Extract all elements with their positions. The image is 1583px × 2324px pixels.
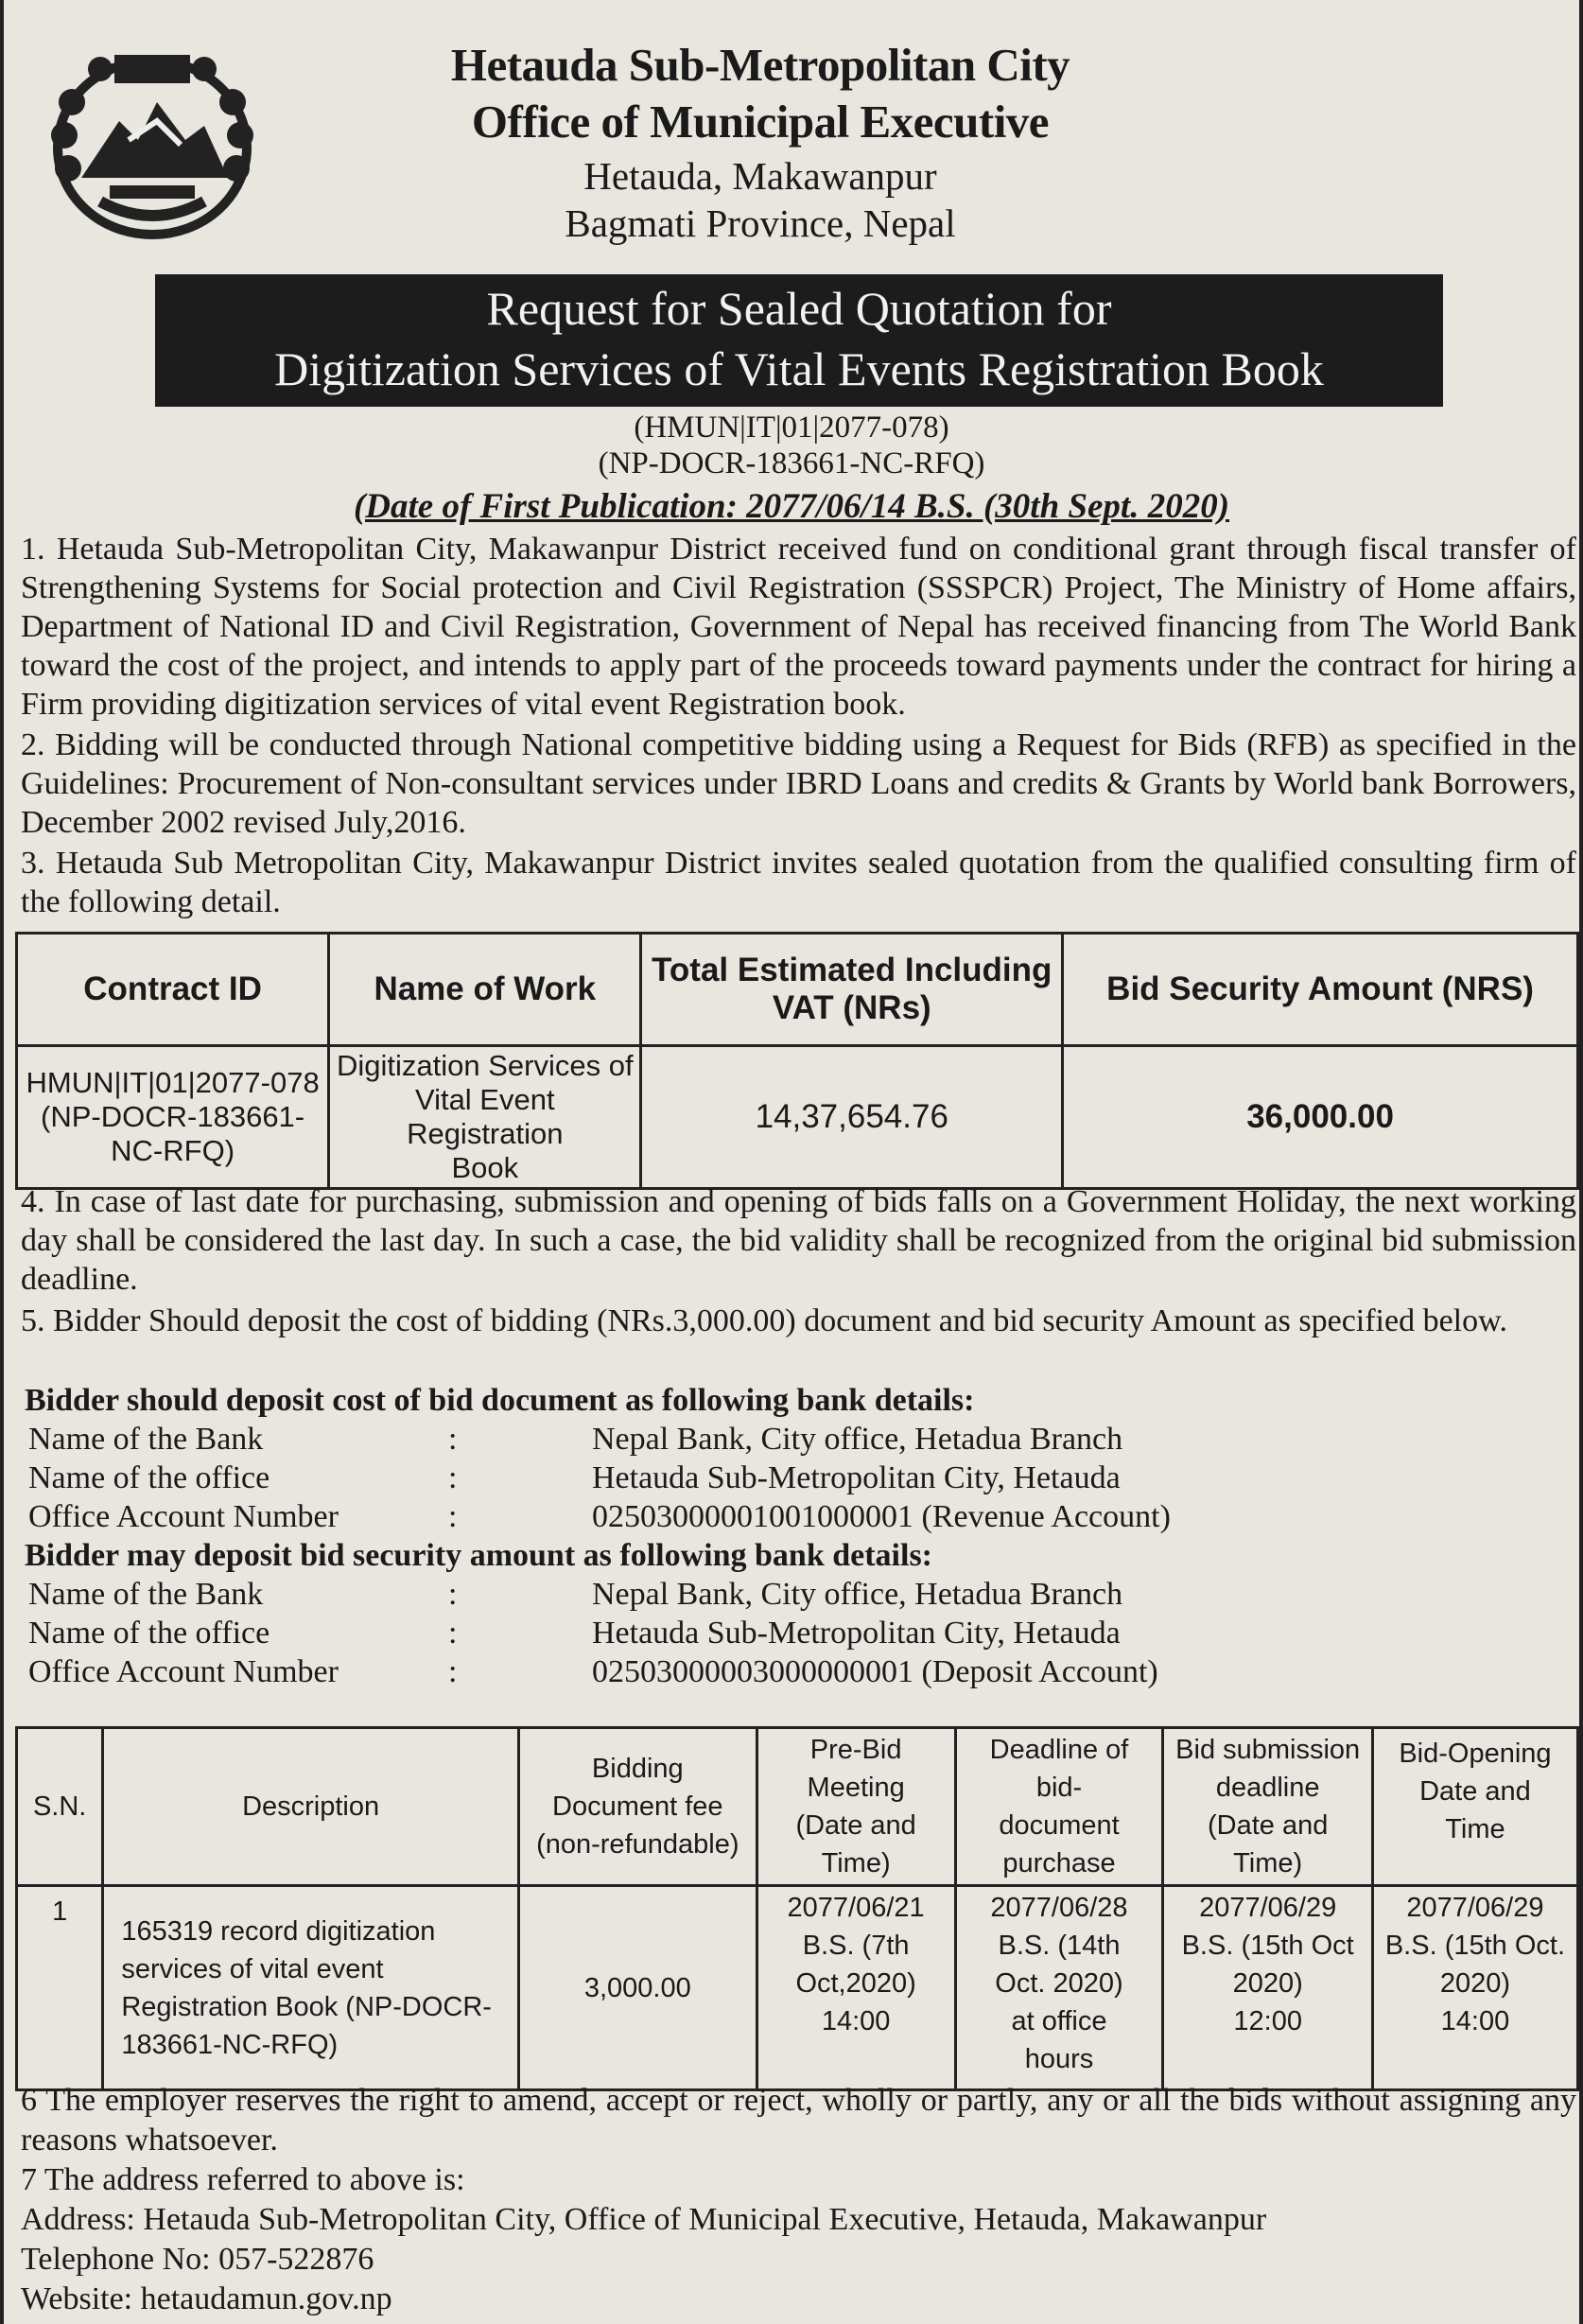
- header-line: Bidding: [591, 1754, 684, 1784]
- header-line: (non-refundable): [536, 1829, 739, 1860]
- banner-line-1: Request for Sealed Quotation for: [486, 282, 1112, 335]
- header-line: bid-: [1035, 1773, 1083, 1803]
- header-line: Date and: [1419, 1776, 1531, 1807]
- bank-value: 02503000001001000001 (Revenue Account): [592, 1499, 1171, 1534]
- banner-line-2: Digitization Services of Vital Events Registration Book: [274, 342, 1324, 395]
- nepal-emblem-icon: [43, 36, 261, 244]
- cell-line: 14:00: [821, 2006, 891, 2036]
- cell-line: Oct,2020): [795, 1968, 916, 1999]
- bank-label: Name of the Bank: [28, 1577, 264, 1612]
- contract-id: HMUN|IT|01|2077-078: [26, 1066, 320, 1099]
- header-line: Document fee: [552, 1791, 723, 1822]
- org-name: Hetauda Sub-Metropolitan City: [450, 39, 1070, 91]
- bank-label: Office Account Number: [28, 1654, 339, 1689]
- opening-cell: [1372, 1886, 1577, 2090]
- header-line: Meeting: [807, 1773, 905, 1803]
- cell-line: Oct. 2020): [995, 1968, 1123, 1999]
- colon: :: [448, 1460, 458, 1495]
- table-row: [17, 1046, 1578, 1189]
- header-line: Pre-Bid: [809, 1735, 902, 1765]
- colon: :: [448, 1499, 458, 1534]
- cell-line: 2077/06/28: [990, 1893, 1128, 1923]
- cell-line: 2077/06/29: [1406, 1893, 1544, 1923]
- bank-label: Office Account Number: [28, 1499, 339, 1534]
- cell-line: 165319 record digitization: [121, 1915, 436, 1947]
- header-line: deadline: [1215, 1773, 1320, 1803]
- paragraph-3: 3. Hetauda Sub Metropolitan City, Makawanpur District invites sealed quotation from the qualified consulting firm of the following detail.: [21, 846, 1576, 919]
- bank-row: [25, 1497, 1575, 1536]
- cell-line: Registration Book (NP-DOCR-: [121, 1991, 492, 2022]
- bank-row: [25, 1652, 1575, 1691]
- reference-number: (HMUN|IT|01|2077-078): [634, 411, 949, 445]
- paragraph-2: 2. Bidding will be conducted through National competitive bidding using a Request for Bids (RFB) as specified in the Guidelines: Procurement of Non-consultant services under IBRD Loans and credits & Grants by World bank Borrowers, December 2002 revised July,2016.: [21, 727, 1576, 840]
- sn-cell: 1: [17, 1886, 103, 2090]
- office-name: Office of Municipal Executive: [471, 96, 1050, 148]
- colon: :: [448, 1577, 458, 1612]
- paragraph-7: 7 The address referred to above is:: [21, 2162, 465, 2197]
- header-line: Time: [1445, 1814, 1505, 1844]
- bank-label: Name of the office: [28, 1460, 270, 1495]
- contact-website[interactable]: Website: hetaudamun.gov.np: [21, 2281, 392, 2316]
- doc-deadline-header: [955, 1728, 1163, 1886]
- opening-header: [1372, 1728, 1577, 1886]
- header-line: Bid submission: [1175, 1735, 1361, 1765]
- publication-date: (Date of First Publication: 2077/06/14 B.S. (30th Sept. 2020): [353, 487, 1230, 526]
- contract-rfq: (NP-DOCR-183661-NC-RFQ): [41, 1100, 305, 1167]
- cell-line: hours: [1024, 2044, 1094, 2074]
- cell-line: 2020): [1232, 1968, 1303, 1999]
- prebid-cell: [757, 1886, 955, 2090]
- bank-label: Name of the Bank: [28, 1422, 264, 1457]
- bank-value: Hetauda Sub-Metropolitan City, Hetauda: [592, 1460, 1121, 1495]
- total-estimated-header: Total Estimated Including VAT (NRs): [641, 934, 1063, 1046]
- work-name-line: Vital Event Registration: [407, 1083, 564, 1150]
- header-line: (Date and: [1207, 1810, 1329, 1841]
- submission-header: [1163, 1728, 1372, 1886]
- contract-table-header: [17, 934, 1578, 1046]
- notice-title-banner: [155, 274, 1443, 407]
- cell-line: at office: [1011, 2006, 1107, 2036]
- description-cell: [103, 1886, 519, 2090]
- cell-line: 2020): [1439, 1968, 1511, 1999]
- contract-id-cell: [17, 1046, 329, 1189]
- sn-header: S.N.: [17, 1728, 103, 1886]
- cell-line: B.S. (14th: [998, 1931, 1121, 1961]
- header-line: Bid-Opening: [1399, 1739, 1552, 1769]
- bank-value: Nepal Bank, City office, Hetadua Branch: [592, 1577, 1123, 1612]
- paragraph-4: 4. In case of last date for purchasing, submission and opening of bids falls on a Government Holiday, the next working day shall be considered the last day. In such a case, the bid validity shall be recognized from the original bid submission deadline.: [21, 1184, 1576, 1297]
- header-line: document: [999, 1810, 1120, 1841]
- contract-table: [15, 932, 1579, 1190]
- work-name-cell: [329, 1046, 641, 1189]
- header-line: Time): [821, 1848, 891, 1878]
- table-row: [17, 1886, 1578, 2090]
- cell-line: 14:00: [1440, 2006, 1510, 2036]
- schedule-table-header: [17, 1728, 1578, 1886]
- cell-line: 12:00: [1233, 2006, 1302, 2036]
- colon: :: [448, 1654, 458, 1689]
- contract-id-header: Contract ID: [17, 934, 329, 1046]
- doc-deadline-cell: [955, 1886, 1163, 2090]
- cell-line: 2077/06/29: [1199, 1893, 1337, 1923]
- colon: :: [448, 1616, 458, 1651]
- security-bank-heading: Bidder may deposit bid security amount as following bank details:: [25, 1538, 933, 1573]
- address-province: Bagmati Province, Nepal: [565, 201, 956, 245]
- bank-row: [25, 1575, 1575, 1614]
- doc-fee-bank-heading: Bidder should deposit cost of bid document as following bank details:: [25, 1383, 975, 1418]
- schedule-table: [15, 1726, 1579, 2091]
- bank-value: 02503000003000000001 (Deposit Account): [592, 1654, 1158, 1689]
- contact-telephone: Telephone No: 057-522876: [21, 2242, 374, 2277]
- cell-line: 2077/06/21: [787, 1893, 925, 1923]
- bank-value: Nepal Bank, City office, Hetadua Branch: [592, 1422, 1123, 1457]
- total-estimated-value: 14,37,654.76: [641, 1046, 1063, 1189]
- paragraph-1: 1. Hetauda Sub-Metropolitan City, Makawanpur District received fund on conditional grant through fiscal transfer of Strengthening Systems for Social protection and Civil Registration (SSSPCR) Project, The Ministry of Home affairs, Department of National ID and Civil Registration, Government of Nepal has received financing from The World Bank toward the cost of the project, and intends to apply part of the proceeds toward payments under the contract for hiring a Firm providing digitization services of vital event Registration book.: [21, 532, 1576, 722]
- colon: :: [448, 1422, 458, 1457]
- header-line: (Date and: [795, 1810, 916, 1841]
- header-line: Time): [1233, 1848, 1303, 1878]
- bank-row: [25, 1420, 1575, 1459]
- bank-row: [25, 1614, 1575, 1652]
- cell-line: B.S. (7th: [802, 1931, 910, 1961]
- work-name-header: Name of Work: [329, 934, 641, 1046]
- rfq-number: (NP-DOCR-183661-NC-RFQ): [598, 446, 985, 481]
- address-city: Hetauda, Makawanpur: [583, 154, 937, 198]
- cell-line: B.S. (15th Oct.: [1384, 1931, 1566, 1961]
- bank-value: Hetauda Sub-Metropolitan City, Hetauda: [592, 1616, 1121, 1651]
- cell-line: services of vital event: [121, 1953, 384, 1984]
- cell-line: B.S. (15th Oct: [1181, 1931, 1354, 1961]
- bank-row: [25, 1459, 1575, 1497]
- header-line: Deadline of: [989, 1735, 1129, 1765]
- footer: [21, 2081, 1576, 2319]
- work-name-line: Digitization Services of: [336, 1049, 634, 1082]
- bank-details: [25, 1381, 1575, 1691]
- fee-cell: 3,000.00: [518, 1886, 757, 2090]
- work-name-line: Book: [451, 1151, 519, 1184]
- description-header: Description: [103, 1728, 519, 1886]
- paragraph-6: 6 The employer reserves the right to amend, accept or reject, wholly or partly, any or all the bids without assigning any reasons whatsoever.: [21, 2083, 1576, 2158]
- cell-line: 183661-NC-RFQ): [121, 2029, 339, 2060]
- bid-security-header: Bid Security Amount (NRS): [1063, 934, 1578, 1046]
- paragraph-5: 5. Bidder Should deposit the cost of bidding (NRs.3,000.00) document and bid security Amount as specified below.: [21, 1303, 1507, 1338]
- fee-header: [518, 1728, 757, 1886]
- header-line: purchase: [1002, 1848, 1116, 1878]
- bid-security-value: 36,000.00: [1063, 1046, 1578, 1189]
- bank-label: Name of the office: [28, 1616, 270, 1651]
- prebid-header: [757, 1728, 955, 1886]
- contact-address: Address: Hetauda Sub-Metropolitan City, Office of Municipal Executive, Hetauda, Makawanpur: [21, 2202, 1267, 2237]
- submission-cell: [1163, 1886, 1372, 2090]
